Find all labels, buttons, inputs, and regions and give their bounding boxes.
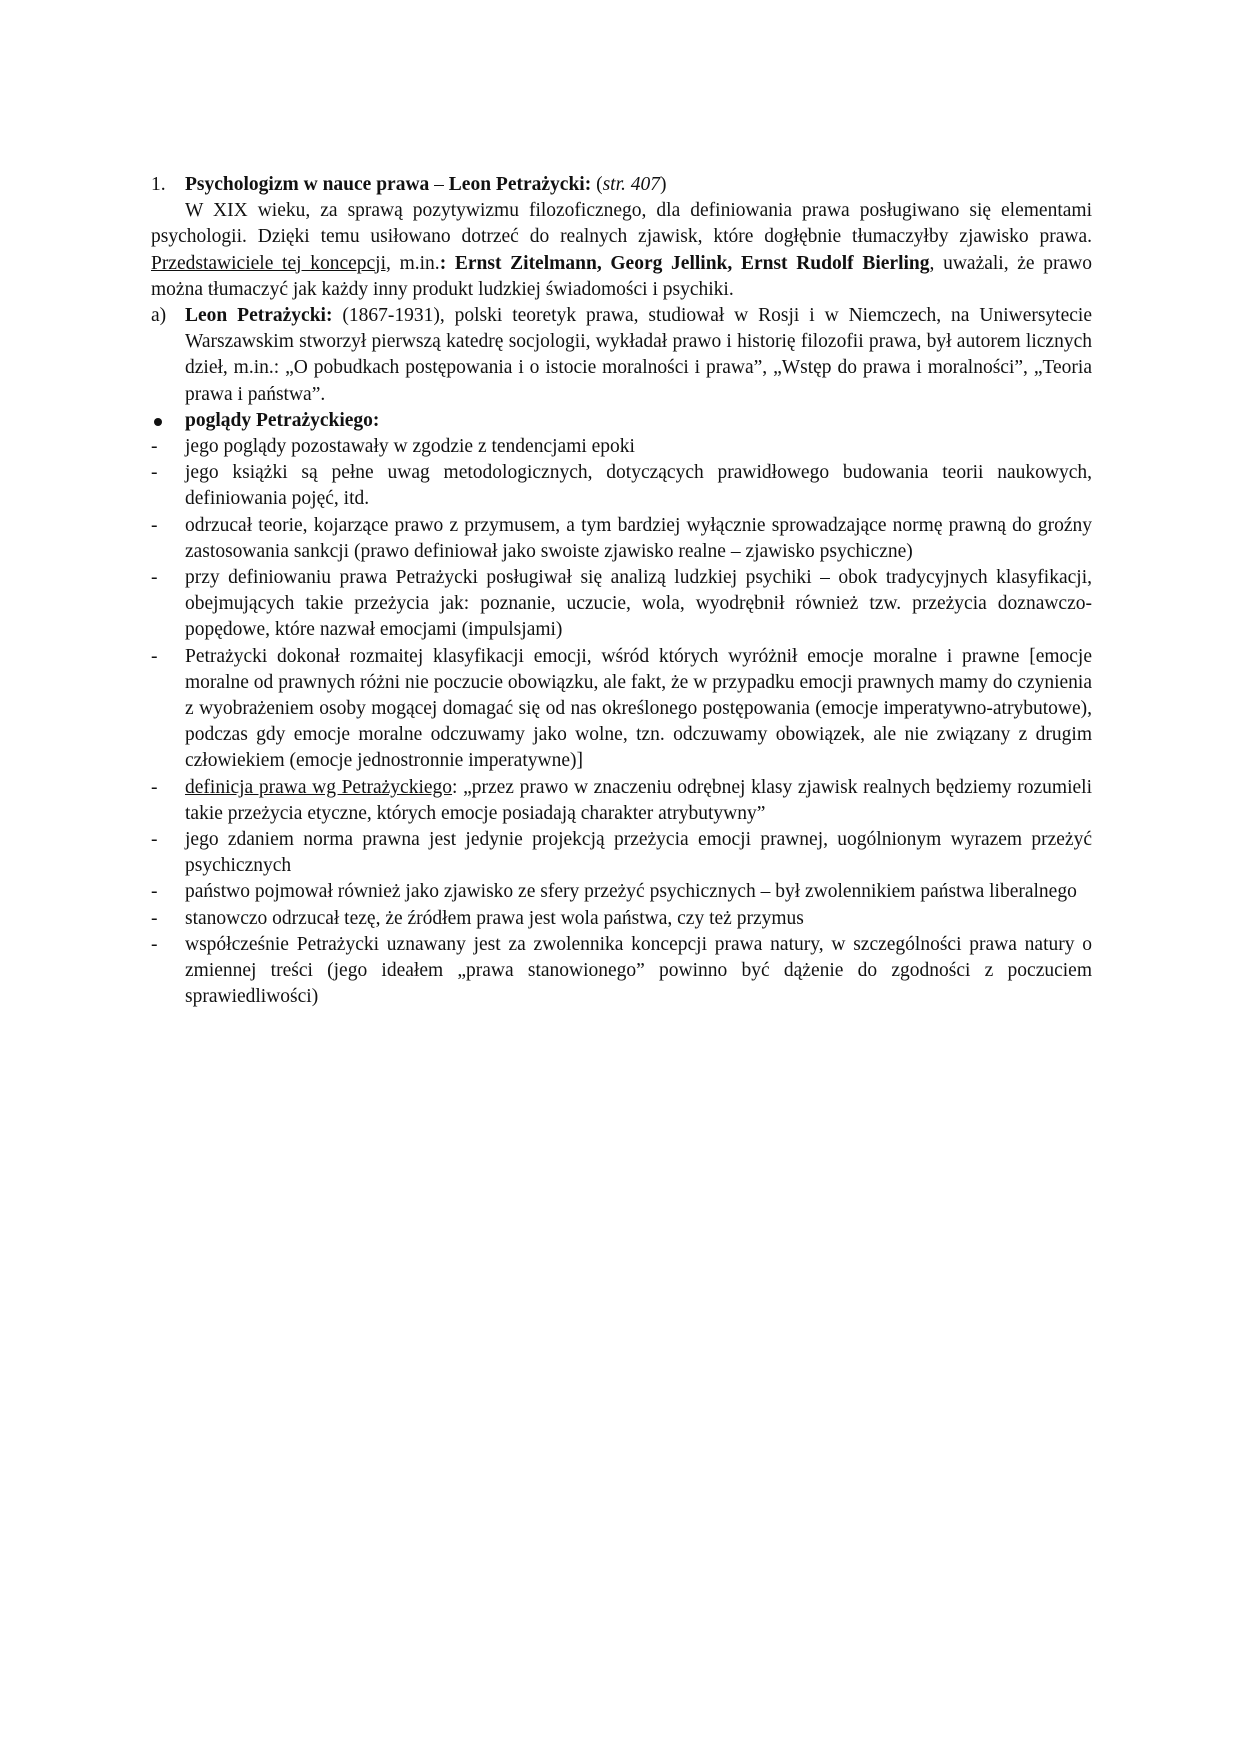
dash-marker: - — [151, 829, 158, 851]
dash-marker: - — [151, 462, 158, 484]
dash-item-text: jego zdaniem norma prawna jest jedynie projekcją przeżycia emocji prawnej, uogólnionym wyrazem przeżyć psychicznych — [185, 829, 1092, 877]
heading-ref-italic: str. 407 — [602, 174, 661, 195]
dash-item — [151, 434, 1092, 460]
item4-part-a: przy definiowaniu prawa Petrażycki posługiwał się analizą ludzkiej psychiki – — [185, 567, 839, 589]
list-item-text — [185, 303, 1092, 408]
dash-item — [151, 565, 1092, 644]
dash-item-text — [185, 775, 1092, 827]
dash-marker: - — [151, 567, 158, 589]
item4-part-b: obok tradycyjnych klasyfikacji, obejmujących takie przeżycia jak: poznanie, uczucie, wola, wyodrębnił również tzw. przeżycia doznawczo-popędowe, które nazwał emocjami (impulsjami) — [185, 567, 1092, 641]
heading-dash: – — [429, 174, 449, 195]
dash-marker: - — [151, 907, 158, 929]
list-item-label: a) — [151, 305, 167, 327]
document-content — [151, 172, 1092, 1011]
dash-item-text: stanowczo odrzucał tezę, że źródłem prawa jest wola państwa, czy też przymus — [185, 907, 804, 929]
intro-part2: m.in. — [390, 252, 440, 274]
intro-underlined: Przedstawiciele tej koncepcji, — [151, 252, 391, 274]
heading-ref-open: ( — [591, 174, 603, 195]
dash-item — [151, 513, 1092, 565]
intro-paragraph — [151, 198, 1092, 303]
dash-marker: - — [151, 776, 158, 798]
section-number: 1. — [151, 174, 166, 195]
bullet-item — [151, 408, 1092, 434]
dash-item-text: jego książki są pełne uwag metodologicznych, dotyczących prawidłowego budowania teorii naukowych, definiowania pojęć, itd. — [185, 462, 1092, 510]
dash-marker: - — [151, 436, 158, 458]
dash-item — [151, 644, 1092, 775]
dash-item — [151, 932, 1092, 1011]
dash-item-text: państwo pojmował również jako zjawisko ze sfery przeżyć psychicznych – był zwolennikiem państwa liberalnego — [185, 881, 1077, 903]
list-item-a — [151, 303, 1092, 408]
dash-item-text — [185, 565, 1092, 644]
dash-marker: - — [151, 881, 158, 903]
bullet-icon — [154, 418, 162, 426]
intro-part1: W XIX wieku, za sprawą pozytywizmu filozoficznego, dla definiowania prawa posługiwano się elementami psychologii. Dzięki temu usiłowano dotrzeć do realnych zjawisk, które dogłębnie tłumaczyłby zjawisko prawa. — [151, 200, 1092, 248]
definition-text: : „przez prawo w znaczeniu odrębnej klasy zjawisk realnych będziemy rozumieli takie przeżycia etyczne, których emocje posiadają charakter atrybutywny” — [185, 776, 1092, 824]
intro-bold-names: : Ernst Zitelmann, Georg Jellink, Ernst Rudolf Bierling — [439, 252, 930, 274]
heading-author-bold: Leon Petrażycki: — [448, 174, 592, 195]
heading-title-bold: Psychologizm w nauce prawa — [185, 174, 430, 195]
intro-part3: , uważali, że prawo można tłumaczyć jak każdy inny produkt ludzkiej świadomości i psychiki. — [151, 252, 1092, 300]
dash-marker: - — [151, 514, 158, 536]
dash-item — [151, 827, 1092, 879]
dash-item-text: jego poglądy pozostawały w zgodzie z tendencjami epoki — [185, 436, 635, 458]
dash-item-text: odrzucał teorie, kojarzące prawo z przymusem, a tym bardziej wyłącznie sprowadzające normę prawną do groźny zastosowania sankcji (prawo definiował jako swoiste zjawisko realne – zjawisko psychiczne) — [185, 514, 1092, 562]
dash-item — [151, 879, 1092, 905]
dash-marker: - — [151, 645, 158, 667]
dash-item — [151, 775, 1092, 827]
dash-item-text: Petrażycki dokonał rozmaitej klasyfikacji emocji, wśród których wyróżnił emocje moralne i prawne [emocje moralne od prawnych różni nie poczucie obowiązku, ale fakt, że w przypadku emocji prawnych mamy do czynienia z wyobrażeniem osoby mogącej domagać się od nas określonego postępowania (emocje imperatywno-atrybutowe), podczas gdy emocje moralne odczuwamy jako wolne, tzn. odczuwamy obowiązek, ale nie związany z drugim człowiekiem (emocje jednostronnie imperatywne)] — [185, 645, 1092, 772]
section-heading — [151, 172, 1092, 198]
bullet-text: poglądy Petrażyckiego: — [185, 409, 380, 431]
section-title — [185, 172, 1092, 198]
dash-item-text: współcześnie Petrażycki uznawany jest za zwolennika koncepcji prawa natury, w szczególności prawa natury o zmiennej treści (jego ideałem „prawa stanowionego” powinno być dążenie do zgodności z poczuciem sprawiedliwości) — [185, 933, 1092, 1008]
item-a-text: (1867-1931), polski teoretyk prawa, studiował w Rosji i w Niemczech, na Uniwersytecie Warszawskim stworzył pierwszą katedrę socjologii, wykładał prawo i historię filozofii prawa, był autorem licznych dzieł, m.in.: „O pobudkach postępowania i o istocie moralności i prawa”, „Wstęp do prawa i moralności”, „Teoria prawa i państwa”. — [185, 305, 1092, 405]
dash-item — [151, 460, 1092, 512]
dash-marker: - — [151, 933, 158, 955]
definition-label: definicja prawa wg Petrażyckiego — [185, 776, 453, 798]
item-a-name: Leon Petrażycki: — [185, 305, 333, 327]
dash-item — [151, 906, 1092, 932]
heading-ref-close: ) — [660, 174, 667, 195]
